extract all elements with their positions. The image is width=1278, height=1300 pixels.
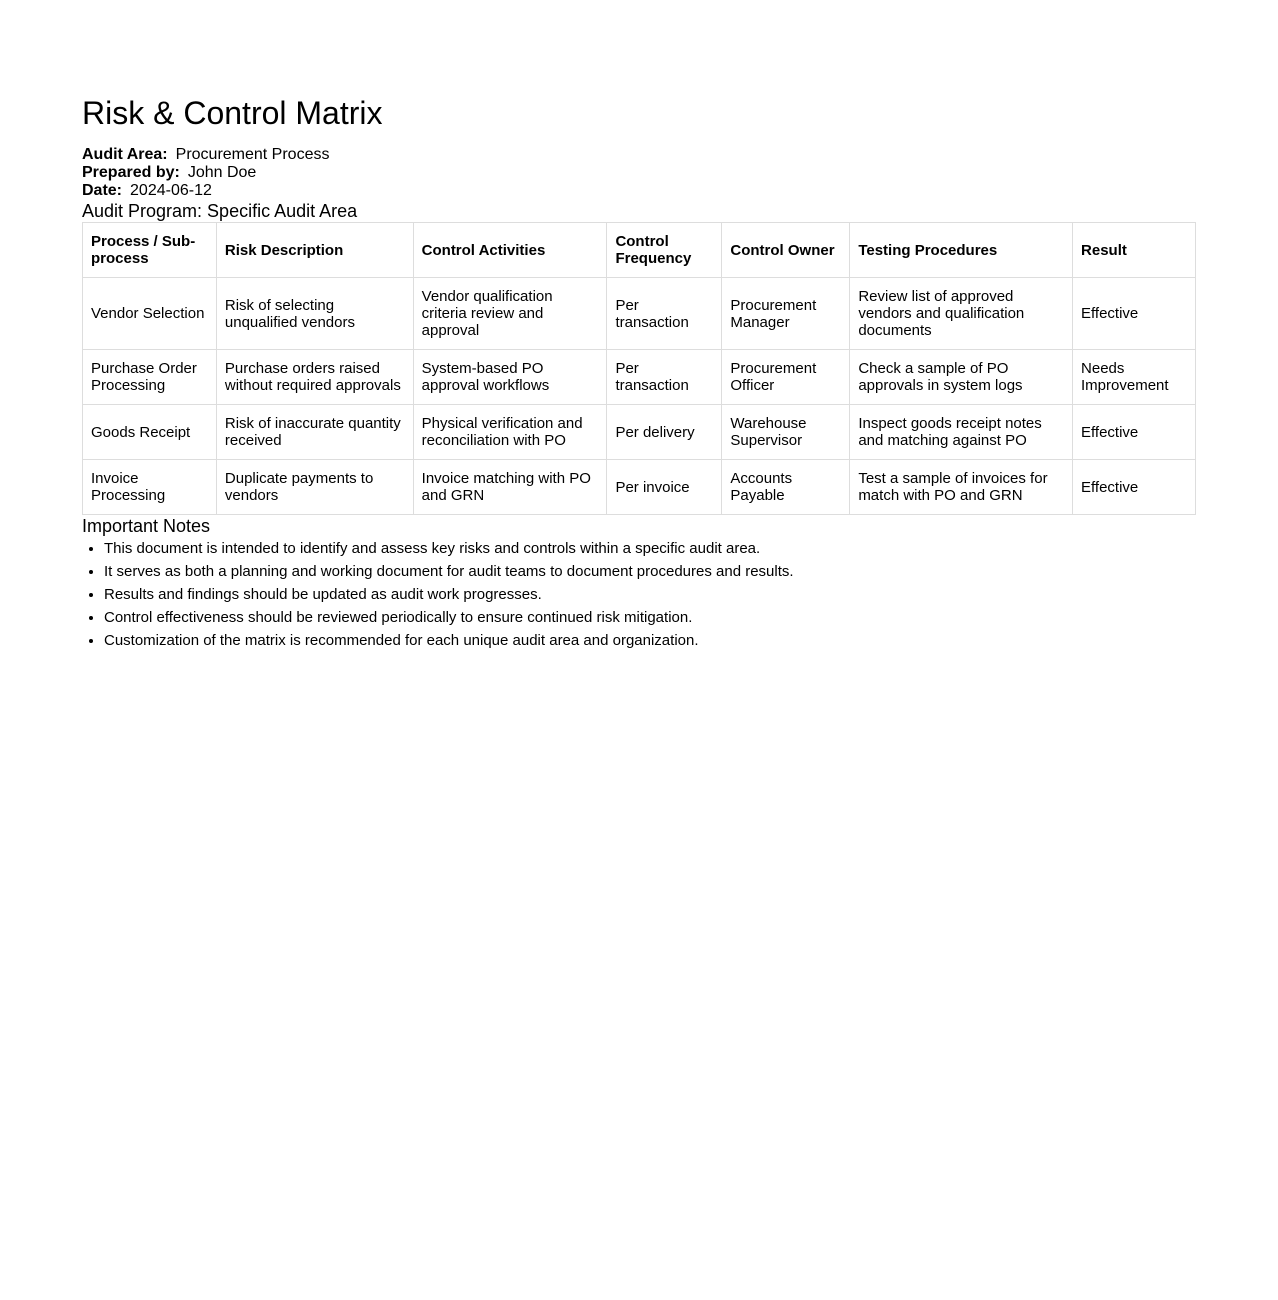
cell-process: Goods Receipt xyxy=(83,405,217,460)
cell-control-owner: Warehouse Supervisor xyxy=(722,405,850,460)
meta-prepared-by xyxy=(82,164,1196,182)
cell-result: Effective xyxy=(1073,460,1196,515)
cell-control-owner: Procurement Officer xyxy=(722,350,850,405)
cell-control-activities: Vendor qualification criteria review and approval xyxy=(413,278,607,350)
cell-control-frequency: Per delivery xyxy=(607,405,722,460)
cell-process: Invoice Processing xyxy=(83,460,217,515)
column-header-testing-procedures: Testing Procedures xyxy=(850,223,1073,278)
meta-audit-area xyxy=(82,146,1196,164)
column-header-risk-description: Risk Description xyxy=(216,223,413,278)
cell-testing-procedures: Review list of approved vendors and qualification documents xyxy=(850,278,1073,350)
cell-control-frequency: Per invoice xyxy=(607,460,722,515)
meta-date xyxy=(82,182,1196,200)
column-header-control-activities: Control Activities xyxy=(413,223,607,278)
cell-control-owner: Procurement Manager xyxy=(722,278,850,350)
meta-value: Procurement Process xyxy=(175,146,330,163)
note-item: • Customization of the matrix is recommended for each unique audit area and organization. xyxy=(104,629,1196,652)
cell-result: Effective xyxy=(1073,405,1196,460)
notes-list xyxy=(82,537,1196,652)
table-row xyxy=(83,278,1196,350)
cell-control-activities: Invoice matching with PO and GRN xyxy=(413,460,607,515)
column-header-result: Result xyxy=(1073,223,1196,278)
cell-result: Needs Improvement xyxy=(1073,350,1196,405)
cell-risk-description: Risk of selecting unqualified vendors xyxy=(216,278,413,350)
cell-testing-procedures: Test a sample of invoices for match with PO and GRN xyxy=(850,460,1073,515)
column-header-control-frequency: Control Frequency xyxy=(607,223,722,278)
cell-result: Effective xyxy=(1073,278,1196,350)
audit-program-title: Audit Program: Specific Audit Area xyxy=(82,201,358,221)
cell-control-activities: Physical verification and reconciliation with PO xyxy=(413,405,607,460)
cell-control-owner: Accounts Payable xyxy=(722,460,850,515)
cell-control-frequency: Per transaction xyxy=(607,278,722,350)
note-item: • It serves as both a planning and working document for audit teams to document procedures and results. xyxy=(104,560,1196,583)
cell-control-frequency: Per transaction xyxy=(607,350,722,405)
cell-process: Vendor Selection xyxy=(83,278,217,350)
meta-label: Date: xyxy=(82,182,123,199)
page-title: Risk & Control Matrix xyxy=(82,95,383,131)
cell-risk-description: Duplicate payments to vendors xyxy=(216,460,413,515)
notes-title: Important Notes xyxy=(82,516,211,536)
cell-testing-procedures: Check a sample of PO approvals in system logs xyxy=(850,350,1073,405)
note-item: • Results and findings should be updated as audit work progresses. xyxy=(104,583,1196,606)
cell-risk-description: Purchase orders raised without required approvals xyxy=(216,350,413,405)
note-item: • This document is intended to identify and assess key risks and controls within a specific audit area. xyxy=(104,537,1196,560)
note-item: • Control effectiveness should be reviewed periodically to ensure continued risk mitigation. xyxy=(104,606,1196,629)
cell-risk-description: Risk of inaccurate quantity received xyxy=(216,405,413,460)
meta-value: 2024-06-12 xyxy=(130,182,212,199)
cell-control-activities: System-based PO approval workflows xyxy=(413,350,607,405)
cell-process: Purchase Order Processing xyxy=(83,350,217,405)
risk-control-table xyxy=(82,222,1196,515)
table-row xyxy=(83,460,1196,515)
table-header-row xyxy=(83,223,1196,278)
document-meta xyxy=(82,146,1196,200)
meta-label: Audit Area: xyxy=(82,146,168,163)
table-row xyxy=(83,405,1196,460)
meta-label: Prepared by: xyxy=(82,164,180,181)
table-row xyxy=(83,350,1196,405)
column-header-control-owner: Control Owner xyxy=(722,223,850,278)
column-header-process: Process / Sub-process xyxy=(83,223,217,278)
meta-value: John Doe xyxy=(187,164,257,181)
cell-testing-procedures: Inspect goods receipt notes and matching against PO xyxy=(850,405,1073,460)
